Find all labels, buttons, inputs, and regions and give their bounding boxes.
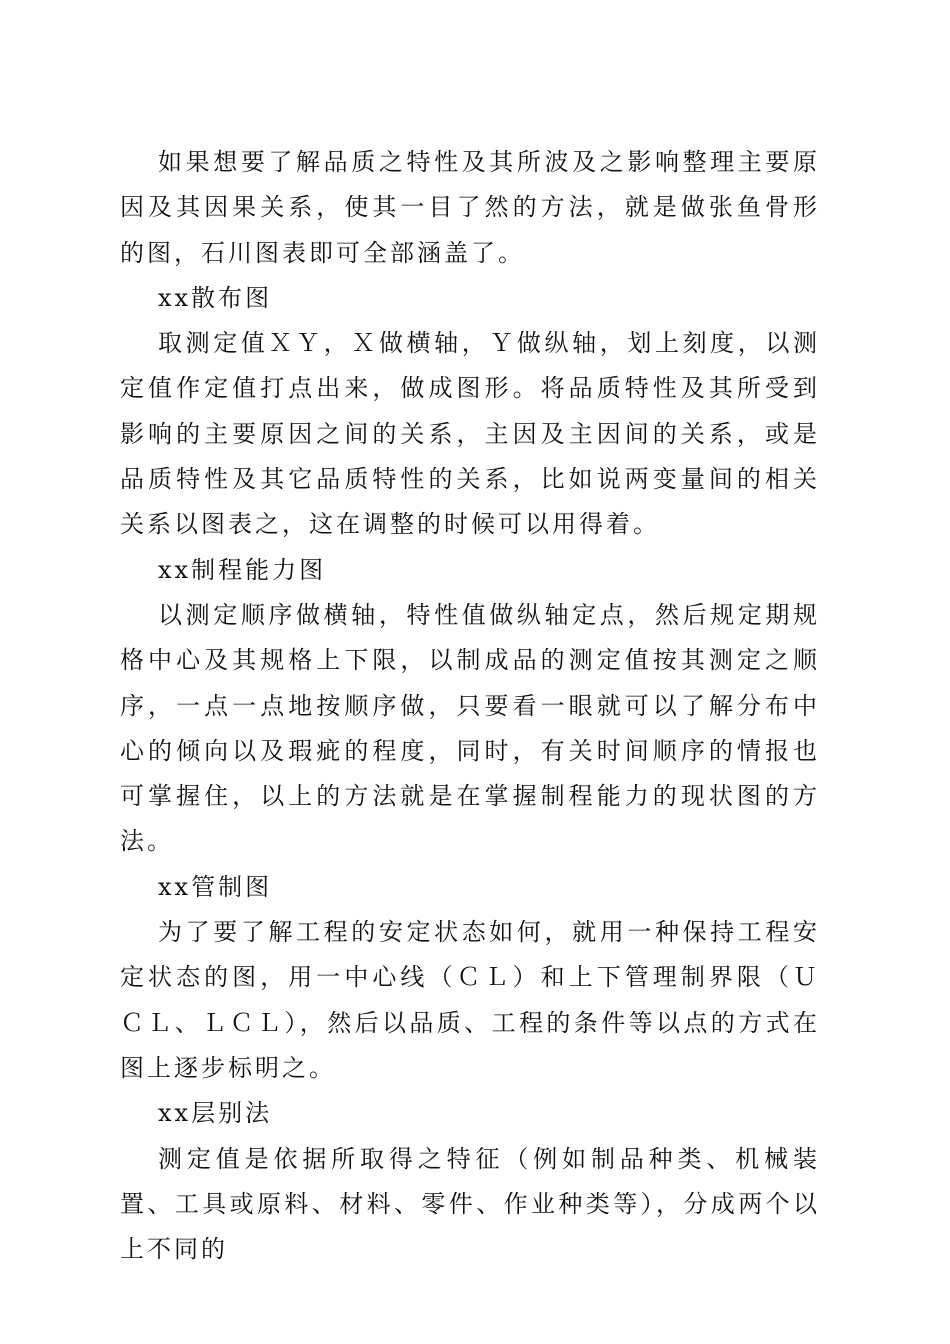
- paragraph-scatter-diagram: 取测定值ＸＹ，Ｘ做横轴，Ｙ做纵轴，划上刻度，以测定值作定值打点出来，做成图形。将品质特性及其所受到影响的主要原因之间的关系，主因及主因间的关系，或是品质特性及其它品质特性的关系，比如说两变量间的相关关系以图表之，这在调整的时候可以用得着。: [120, 329, 820, 539]
- heading-scatter-diagram: xx散布图: [158, 283, 273, 312]
- paragraph-process-capability: 以测定顺序做横轴，特性值做纵轴定点，然后规定期规格中心及其规格上下限，以制成品的测定值按其测定之顺序，一点一点地按顺序做，只要看一眼就可以了解分布中心的倾向以及瑕疵的程度，同时，有关时间顺序的情报也可掌握住，以上的方法就是在掌握制程能力的现状图的方法。: [120, 600, 820, 856]
- paragraph-stratification: 测定值是依据所取得之特征（例如制品种类、机械装置、工具或原料、材料、零件、作业种类等），分成两个以上不同的: [120, 1144, 820, 1264]
- paragraph-fishbone: 如果想要了解品质之特性及其所波及之影响整理主要原因及其因果关系，使其一目了然的方法，就是做张鱼骨形的图，石川图表即可全部涵盖了。: [120, 148, 820, 267]
- paragraph-control-chart: 为了要了解工程的安定状态如何，就用一种保持工程安定状态的图，用一中心线（ＣＬ）和上下管理制界限（ＵＣＬ、ＬＣＬ），然后以品质、工程的条件等以点的方式在图上逐步标明之。: [120, 918, 820, 1082]
- heading-control-chart: xx管制图: [158, 872, 273, 901]
- document-body: [120, 140, 820, 1272]
- heading-process-capability: xx制程能力图: [158, 555, 327, 584]
- heading-stratification: xx层别法: [158, 1099, 273, 1128]
